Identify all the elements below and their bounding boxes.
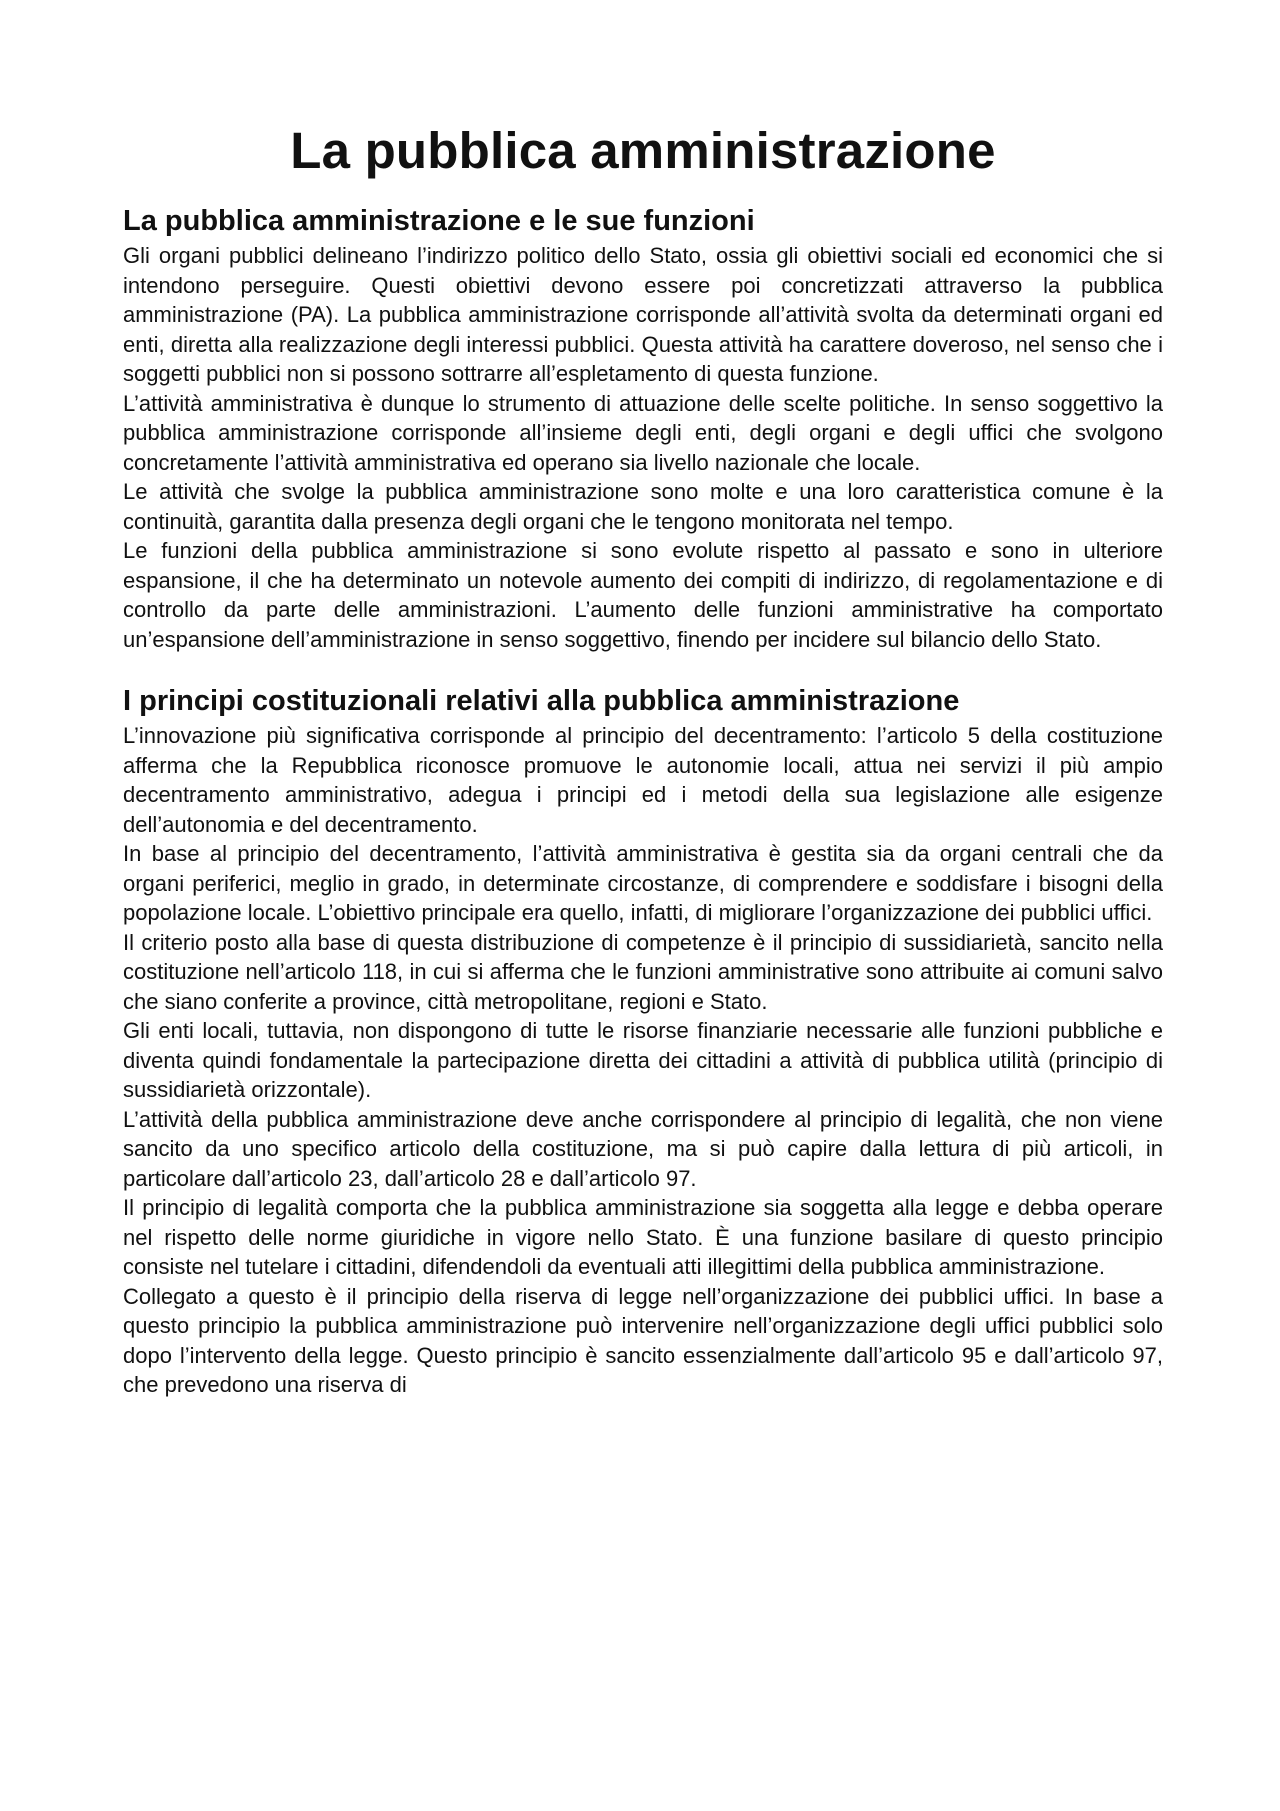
- section-funzioni: [123, 204, 1163, 654]
- paragraph: L’innovazione più significativa corrisponde al principio del decentramento: l’articolo 5 della costituzione afferma che la Repubblica riconosce promuove le autonomie locali, attua nei servizi il più ampio decentramento amministrativo, adegua i principi ed i metodi della sua legislazione alle esigenze dell’autonomia e del decentramento.: [123, 723, 1163, 837]
- paragraph: L’attività della pubblica amministrazione deve anche corrispondere al principio di legalità, che non viene sancito da uno specifico articolo della costituzione, ma si può capire dalla lettura di più articoli, in particolare dall’articolo 23, dall’articolo 28 e dall’articolo 97.: [123, 1106, 1163, 1191]
- paragraph: In base al principio del decentramento, l’attività amministrativa è gestita sia da organi centrali che da organi periferici, meglio in grado, in determinate circostanze, di comprendere e soddisfare i bisogni della popolazione locale. L’obiettivo principale era quello, infatti, di migliorare l’organizzazione dei pubblici uffici.: [123, 841, 1163, 925]
- section-heading: I principi costituzionali relativi alla pubblica amministrazione: [123, 685, 960, 717]
- paragraph: Gli organi pubblici delineano l’indirizzo politico dello Stato, ossia gli obiettivi sociali ed economici che si intendono perseguire. Questi obiettivi devono essere poi concretizzati attraverso la pubblica amministrazione (PA). La pubblica amministrazione corrisponde all’attività svolta da determinati organi ed enti, diretta alla realizzazione degli interessi pubblici. Questa attività ha carattere doveroso, nel senso che i soggetti pubblici non si possono sottrarre all’espletamento di questa funzione.: [123, 243, 1163, 386]
- paragraph: Il criterio posto alla base di questa distribuzione di competenze è il principio di sussidiarietà, sancito nella costituzione nell’articolo 118, in cui si afferma che le funzioni amministrative sono attribuite ai comuni salvo che siano conferite a province, città metropolitane, regioni e Stato.: [123, 929, 1163, 1014]
- page-title: La pubblica amministrazione: [290, 122, 996, 179]
- paragraph: Collegato a questo è il principio della riserva di legge nell’organizzazione dei pubblici uffici. In base a questo principio la pubblica amministrazione può intervenire nell’organizzazione degli uffici pubblici solo dopo l’intervento della legge. Questo principio è sancito essenzialmente dall’articolo 95 e dall’articolo 97, che prevedono una riserva di: [123, 1283, 1163, 1397]
- paragraph: Le attività che svolge la pubblica amministrazione sono molte e una loro caratteristica comune è la continuità, garantita dalla presenza degli organi che le tengono monitorata nel tempo.: [123, 479, 1163, 534]
- paragraph: Le funzioni della pubblica amministrazione si sono evolute rispetto al passato e sono in ulteriore espansione, il che ha determinato un notevole aumento dei compiti di indirizzo, di regolamentazione e di controllo da parte delle amministrazioni. L’aumento delle funzioni amministrative ha comportato un’espansione dell’amministrazione in senso soggettivo, finendo per incidere sul bilancio dello Stato.: [123, 538, 1163, 652]
- section-heading: La pubblica amministrazione e le sue funzioni: [123, 205, 755, 237]
- document-page: [123, 118, 1163, 1400]
- paragraph: Il principio di legalità comporta che la pubblica amministrazione sia soggetta alla legge e debba operare nel rispetto delle norme giuridiche in vigore nello Stato. È una funzione basilare di questo principio consiste nel tutelare i cittadini, difendendoli da eventuali atti illegittimi della pubblica amministrazione.: [123, 1195, 1163, 1279]
- paragraph: L’attività amministrativa è dunque lo strumento di attuazione delle scelte politiche. In senso soggettivo la pubblica amministrazione corrisponde all’insieme degli enti, degli organi e degli uffici che svolgono concretamente l’attività amministrativa ed operano sia livello nazionale che locale.: [123, 390, 1163, 475]
- section-principi-costituzionali: [123, 684, 1163, 1400]
- paragraph: Gli enti locali, tuttavia, non dispongono di tutte le risorse finanziarie necessarie alle funzioni pubbliche e diventa quindi fondamentale la partecipazione diretta dei cittadini a attività di pubblica utilità (principio di sussidiarietà orizzontale).: [123, 1018, 1163, 1102]
